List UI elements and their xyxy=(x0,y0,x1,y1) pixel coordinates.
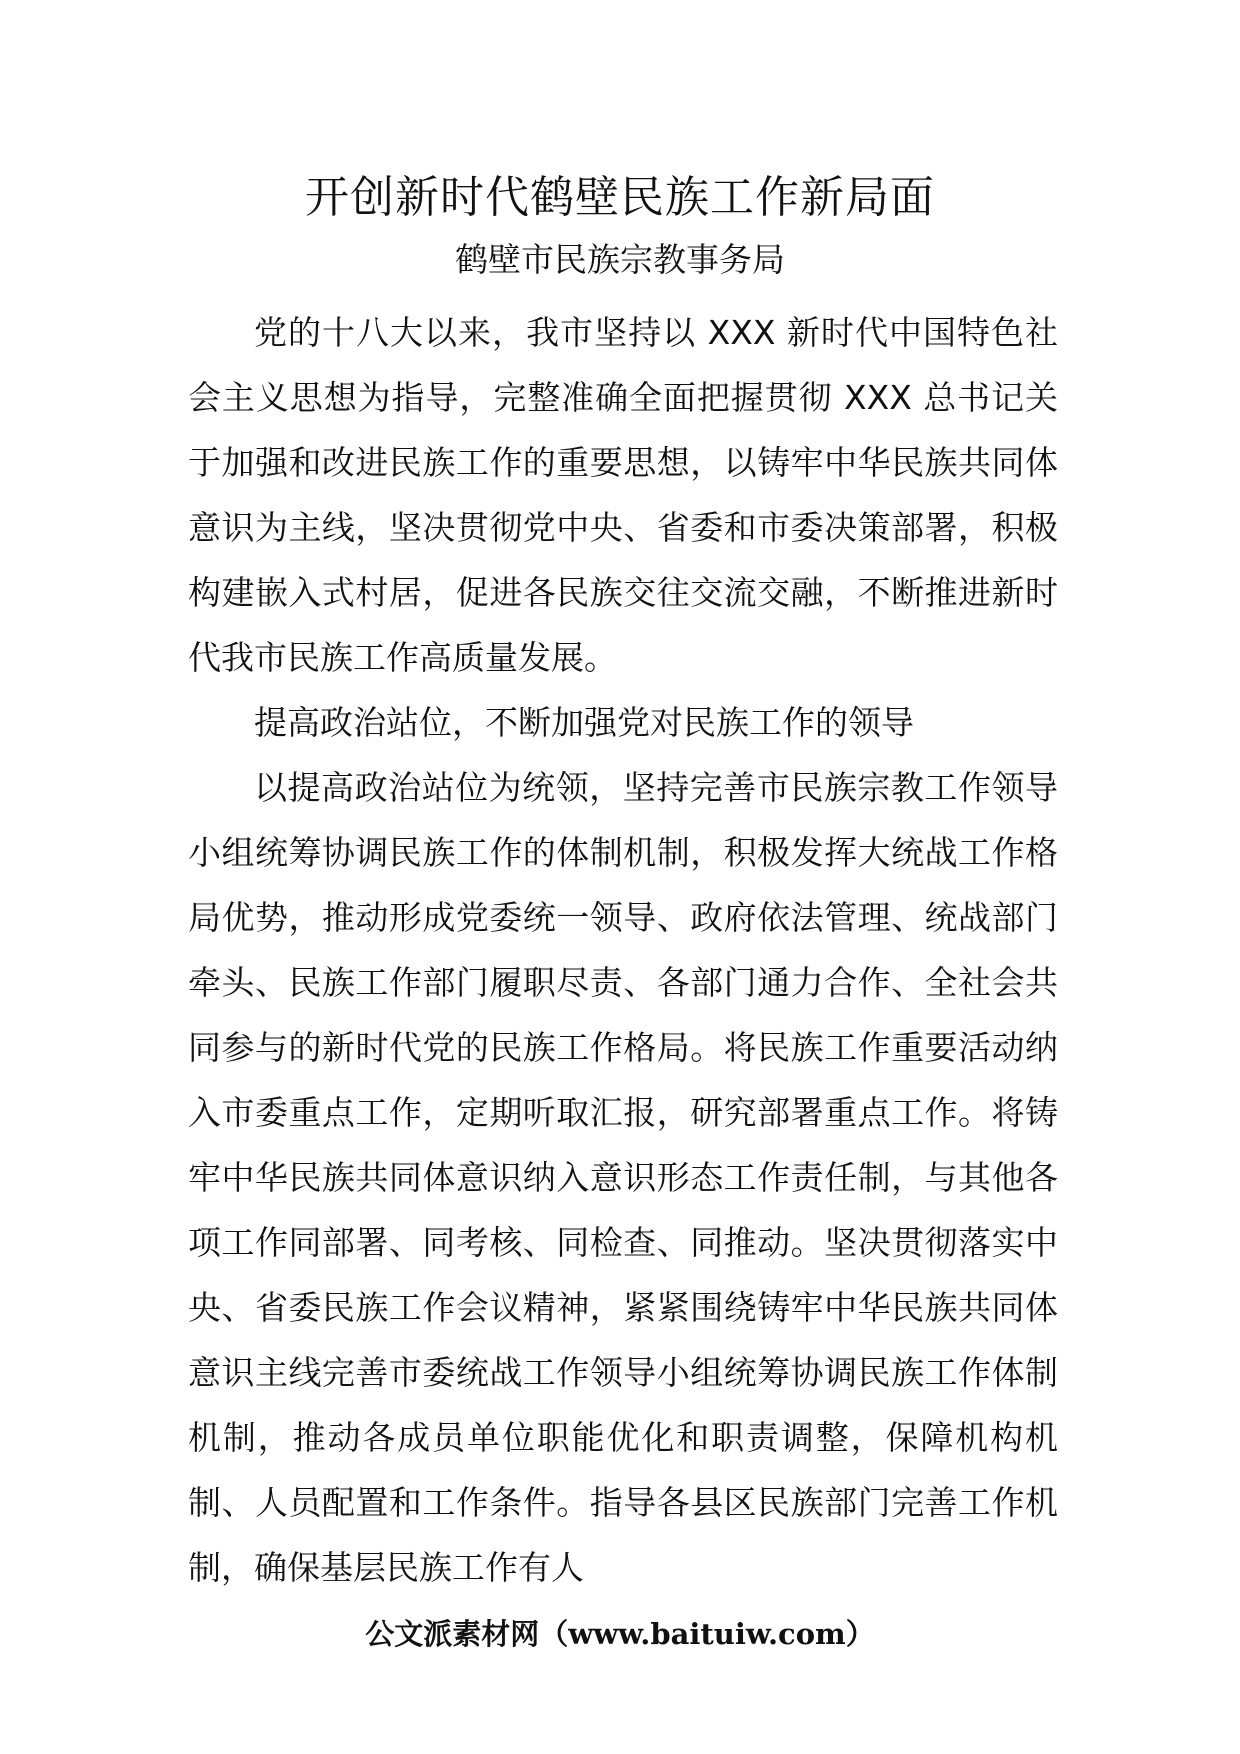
footer-watermark: 公文派素材网（www.baituiw.com） xyxy=(365,1617,875,1651)
author-line: 鹤壁市民族宗教事务局 xyxy=(455,240,785,279)
section-heading: 提高政治站位，不断加强党对民族工作的领导 xyxy=(254,703,914,742)
page-title: 开创新时代鹤壁民族工作新局面 xyxy=(305,172,935,223)
paragraph-body: 以提高政治站位为统领，坚持完善市民族宗教工作领导小组统筹协调民族工作的体制机制，积极发挥大统战工作格局优势，推动形成党委统一领导、政府依法管理、统战部门牵头、民族工作部门履职尽责、各部门通力合作、全社会共同参与的新时代党的民族工作格局。将民族工作重要活动纳入市委重点工作，定期听取汇报，研究部署重点工作。将铸牢中华民族共同体意识纳入意识形态工作责任制，与其他各项工作同部署、同考核、同检查、同推动。坚决贯彻落实中央、省委民族工作会议精神，紧紧围绕铸牢中华民族共同体意识主线完善市委统战工作领导小组统筹协调民族工作体制机制，推动各成员单位职能优化和职责调整，保障机构机制、人员配置和工作条件。指导各县区民族部门完善工作机制，确保基层民族工作有人 xyxy=(188,768,1058,1587)
paragraph-intro: 党的十八大以来，我市坚持以 XXX 新时代中国特色社会主义思想为指导，完整准确全面把握贯彻 XXX 总书记关于加强和改进民族工作的重要思想，以铸牢中华民族共同体意识为主线，坚决贯彻党中央、省委和市委决策部署，积极构建嵌入式村居，促进各民族交往交流交融，不断推进新时代我市民族工作高质量发展。 xyxy=(188,313,1058,677)
body-text xyxy=(188,300,1058,1600)
